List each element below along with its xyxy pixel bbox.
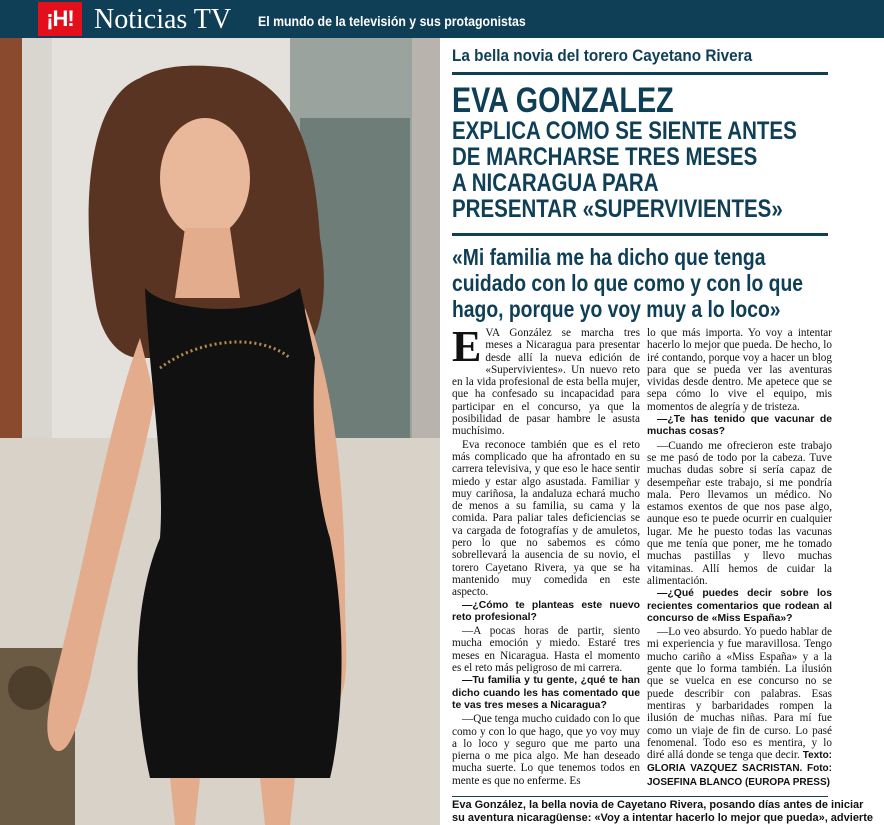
headline-top-rule <box>452 72 828 75</box>
interview-answer: —Que tenga mucho cuidado con lo que como y con lo que hago, que yo voy muy a lo loco y seguro que me parto una pierna o me pica algo. Me han deseado mucha suerte. Lo que tenemos todos en mente es que no enferme. Es <box>452 713 640 787</box>
drop-cap: E <box>452 322 482 371</box>
body-paragraph: Eva reconoce también que es el reto más complicado que ha afrontado en su carrera televisiva, y que eso le hace sentir miedo y estar algo asustada. Familiar y muy cariñosa, la andaluza echará mucho de menos a su familia, su cama y la comida. Para paliar tales deficiencias se va cargada de fotografías y de amuletos, pero lo que no sabemos es cómo sobrellevará la ausencia de su novio, el torero Cayetano Rivera, ya que se ha mantenido muy comedida en este aspecto. <box>452 438 640 599</box>
headline-bottom-rule <box>452 233 828 236</box>
article-photo <box>0 38 440 825</box>
interview-question: —Tu familia y tu gente, ¿qué te han dicho cuando les has comentado que te vas tres meses a Nicaragua? <box>452 675 640 711</box>
interview-answer <box>647 626 832 789</box>
lead-text: VA González se marcha tres meses a Nicaragua para presentar desde allí la nueva edición de «Supervivientes». Un nuevo reto en la vida profesional de esta bella mujer, que ha confesado su incapacidad para participar en el concurso, ya que la posibilidad de pasar hambre le asusta muchísimo. <box>452 327 640 438</box>
photo-caption <box>452 799 872 825</box>
pull-quote-line: hago, porque yo voy muy a lo loco» <box>452 296 781 322</box>
pull-quote-line: cuidado con lo que como y con lo que <box>452 270 804 296</box>
headline-line: DE MARCHARSE TRES MESES <box>452 143 758 171</box>
interview-answer: —Cuando me ofrecieron este trabajo se me pasó de todo por la cabeza. Tuve muchas dudas sobre si sería capaz de desempeñar este trabajo, si me pondría mala. Pero llevamos un médico. No estamos exentos de que nos pase algo, aunque eso te puede ocurrir en cualquier lugar. Me he puesto todas las vacunas que me tenía que poner, me he tomado muchas pastillas y llevo muchas vitaminas. Allí hemos de cuidar la alimentación. <box>647 439 832 587</box>
caption-rule <box>452 796 828 797</box>
interview-answer: —A pocas horas de partir, siento mucha emoción y miedo. Estaré tres meses en Nicaragua. Hasta el momento es el reto más peligroso de mi carrera. <box>452 625 640 675</box>
body-column-1 <box>452 322 640 788</box>
interview-question: —¿Te has tenido que vacunar de muchas cosas? <box>647 414 832 438</box>
headline-line: EXPLICA COMO SE SIENTE ANTES <box>452 117 797 145</box>
section-title: Noticias TV <box>94 4 232 35</box>
headline <box>452 118 813 222</box>
pull-quote-line: «Mi familia me ha dicho que tenga <box>452 244 766 270</box>
interview-question: —¿Cómo te planteas este nuevo reto profesional? <box>452 599 640 623</box>
lead-paragraph <box>452 322 640 438</box>
body-column-2 <box>647 327 832 790</box>
body-paragraph: lo que más importa. Yo voy a intentar hacerlo lo mejor que pueda. De hecho, lo iré contando, porque voy a hacer un blog para que se pueda ver las aventuras vividas desde dentro. Me apetece que se sepa cómo lo vive el equipo, mis momentos de alegría y de tristeza. <box>647 327 832 413</box>
woman-photo-illustration <box>0 38 440 825</box>
byline-credit: Texto: GLORIA VAZQUEZ SACRISTAN. Foto: JOSEFINA BLANCO (EUROPA PRESS) <box>647 750 833 788</box>
headline-name: EVA GONZALEZ <box>452 81 674 120</box>
caption-line: su aventura nicaragüense: «Voy a intentar hacerlo lo mejor que pueda», advierte <box>452 812 873 824</box>
pull-quote <box>452 244 822 322</box>
headline-line: A NICARAGUA PARA <box>452 169 659 197</box>
answer-text: —Lo veo absurdo. Yo puedo hablar de mi experiencia y fue maravillosa. Tengo mucho cariño a «Miss España» y a la gente que lo forma también. La ilusión que se vuelca en ese concurso no se puede describir con palabras. Esas mentiras y barbaridades rompen la ilusión de muchas niñas. Para mí fue como un viaje de fin de curso. Lo pasé fenomenal. Todo eso es mentira, y lo diré allá donde se tenga que decir. <box>647 626 832 762</box>
caption-line: Eva González, la bella novia de Cayetano Rivera, posando días antes de iniciar <box>452 799 864 811</box>
interview-question: —¿Qué puedes decir sobre los recientes comentarios que rodean al concurso de «Miss España»? <box>647 588 832 624</box>
section-subtitle: El mundo de la televisión y sus protagonistas <box>258 13 526 29</box>
magazine-logo: ¡H! <box>38 2 82 36</box>
article-kicker: La bella novia del torero Cayetano Rivera <box>452 46 753 65</box>
headline-line: PRESENTAR «SUPERVIVIENTES» <box>452 195 783 223</box>
